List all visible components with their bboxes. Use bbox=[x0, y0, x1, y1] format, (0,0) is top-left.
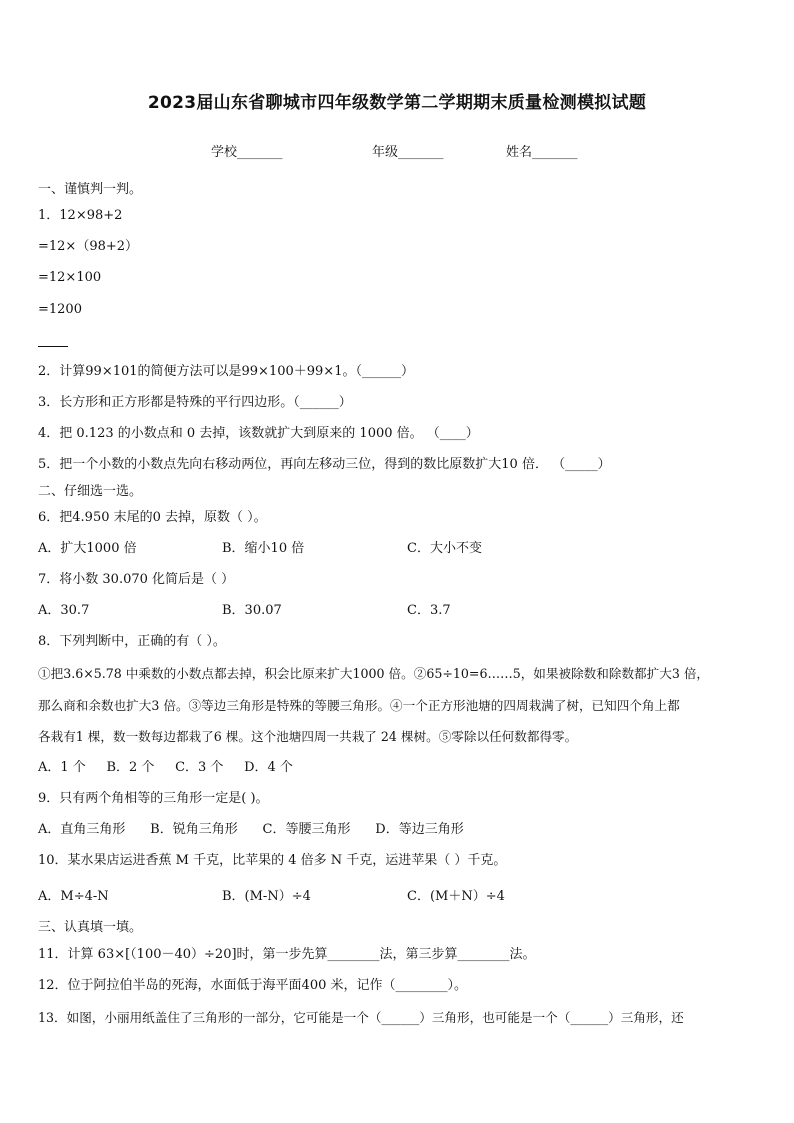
q10-option-b: B．(M-N）÷4 bbox=[222, 889, 311, 904]
name-blank: _______ bbox=[532, 145, 578, 160]
q7-option-c: C．3.7 bbox=[407, 603, 451, 618]
q8-paragraph-2: 那么商和余数也扩大3 倍。③等边三角形是特殊的等腰三角形。④一个正方形池塘的四周栽满了树，已知四个角上都 bbox=[38, 698, 680, 713]
question-11: 11．计算 63×[（100－40）÷20]时，第一步先算________法，第三步算________法。 bbox=[38, 947, 536, 962]
question-10: 10．某水果店运进香蕉 M 千克，比苹果的 4 倍多 N 千克，运进苹果（ ）千克。 bbox=[38, 853, 507, 868]
school-field bbox=[211, 141, 283, 160]
q7-option-b: B．30.07 bbox=[222, 603, 282, 618]
question-8: 8．下列判断中，正确的有（ ）。 bbox=[38, 634, 226, 649]
q1-answer-blank bbox=[38, 346, 68, 347]
section-heading-2: 二、仔细选一选。 bbox=[38, 484, 143, 499]
section-heading-1: 一、谨慎判一判。 bbox=[38, 182, 143, 197]
question-7: 7．将小数 30.070 化简后是（ ） bbox=[38, 572, 235, 587]
q8-paragraph-3: 各栽有1 棵，数一数每边都栽了6 棵。这个池塘四周一共栽了 24 棵树。⑤零除以任何数都得零。 bbox=[38, 729, 578, 744]
grade-field bbox=[372, 141, 444, 160]
q1-line2: =12×（98+2） bbox=[38, 239, 139, 254]
section-heading-3: 三、认真填一填。 bbox=[38, 920, 143, 935]
question-4: 4．把 0.123 的小数点和 0 去掉，该数就扩大到原来的 1000 倍。 （____） bbox=[38, 426, 479, 441]
grade-blank: _______ bbox=[398, 145, 444, 160]
q8-paragraph-1: ①把3.6×5.78 中乘数的小数点都去掉，积会比原来扩大1000 倍。②65÷10=6……5，如果被除数和除数都扩大3 倍， bbox=[38, 666, 710, 681]
q1-line4: =1200 bbox=[38, 302, 82, 317]
q6-option-a: A．扩大1000 倍 bbox=[38, 541, 137, 556]
school-blank: _______ bbox=[237, 145, 283, 160]
question-12: 12．位于阿拉伯半岛的死海，水面低于海平面400 米，记作（________）。 bbox=[38, 978, 467, 993]
q8-options: A．1 个 B．2 个 C．3 个 D．4 个 bbox=[38, 760, 293, 775]
name-label: 姓名 bbox=[506, 145, 533, 160]
q10-option-c: C．(M＋N）÷4 bbox=[407, 889, 505, 904]
question-13: 13．如图，小丽用纸盖住了三角形的一部分，它可能是一个（______）三角形，也可能是一个（______）三角形，还 bbox=[38, 1010, 684, 1025]
q1-line3: =12×100 bbox=[38, 270, 102, 285]
exam-title: 2023届山东省聊城市四年级数学第二学期期末质量检测模拟试题 bbox=[147, 93, 647, 113]
q6-option-c: C．大小不变 bbox=[407, 541, 482, 556]
question-3: 3．长方形和正方形都是特殊的平行四边形。（______） bbox=[38, 395, 352, 410]
q6-option-b: B．缩小10 倍 bbox=[222, 541, 305, 556]
grade-label: 年级 bbox=[372, 145, 399, 160]
school-label: 学校 bbox=[211, 145, 238, 160]
q9-options: A．直角三角形 B．锐角三角形 C．等腰三角形 D．等边三角形 bbox=[38, 822, 464, 837]
q10-option-a: A．M÷4-N bbox=[38, 889, 109, 904]
name-field bbox=[506, 141, 578, 160]
question-2: 2．计算99×101的简便方法可以是99×100＋99×1。（______） bbox=[38, 364, 414, 379]
question-9: 9．只有两个角相等的三角形一定是( )。 bbox=[38, 791, 269, 806]
q7-option-a: A．30.7 bbox=[38, 603, 90, 618]
q1-line1: 1．12×98+2 bbox=[38, 208, 123, 223]
question-6: 6．把4.950 末尾的0 去掉，原数（ ）。 bbox=[38, 510, 267, 525]
question-5: 5．把一个小数的小数点先向右移动两位，再向左移动三位，得到的数比原数扩大10 倍． （_____） bbox=[38, 457, 611, 472]
